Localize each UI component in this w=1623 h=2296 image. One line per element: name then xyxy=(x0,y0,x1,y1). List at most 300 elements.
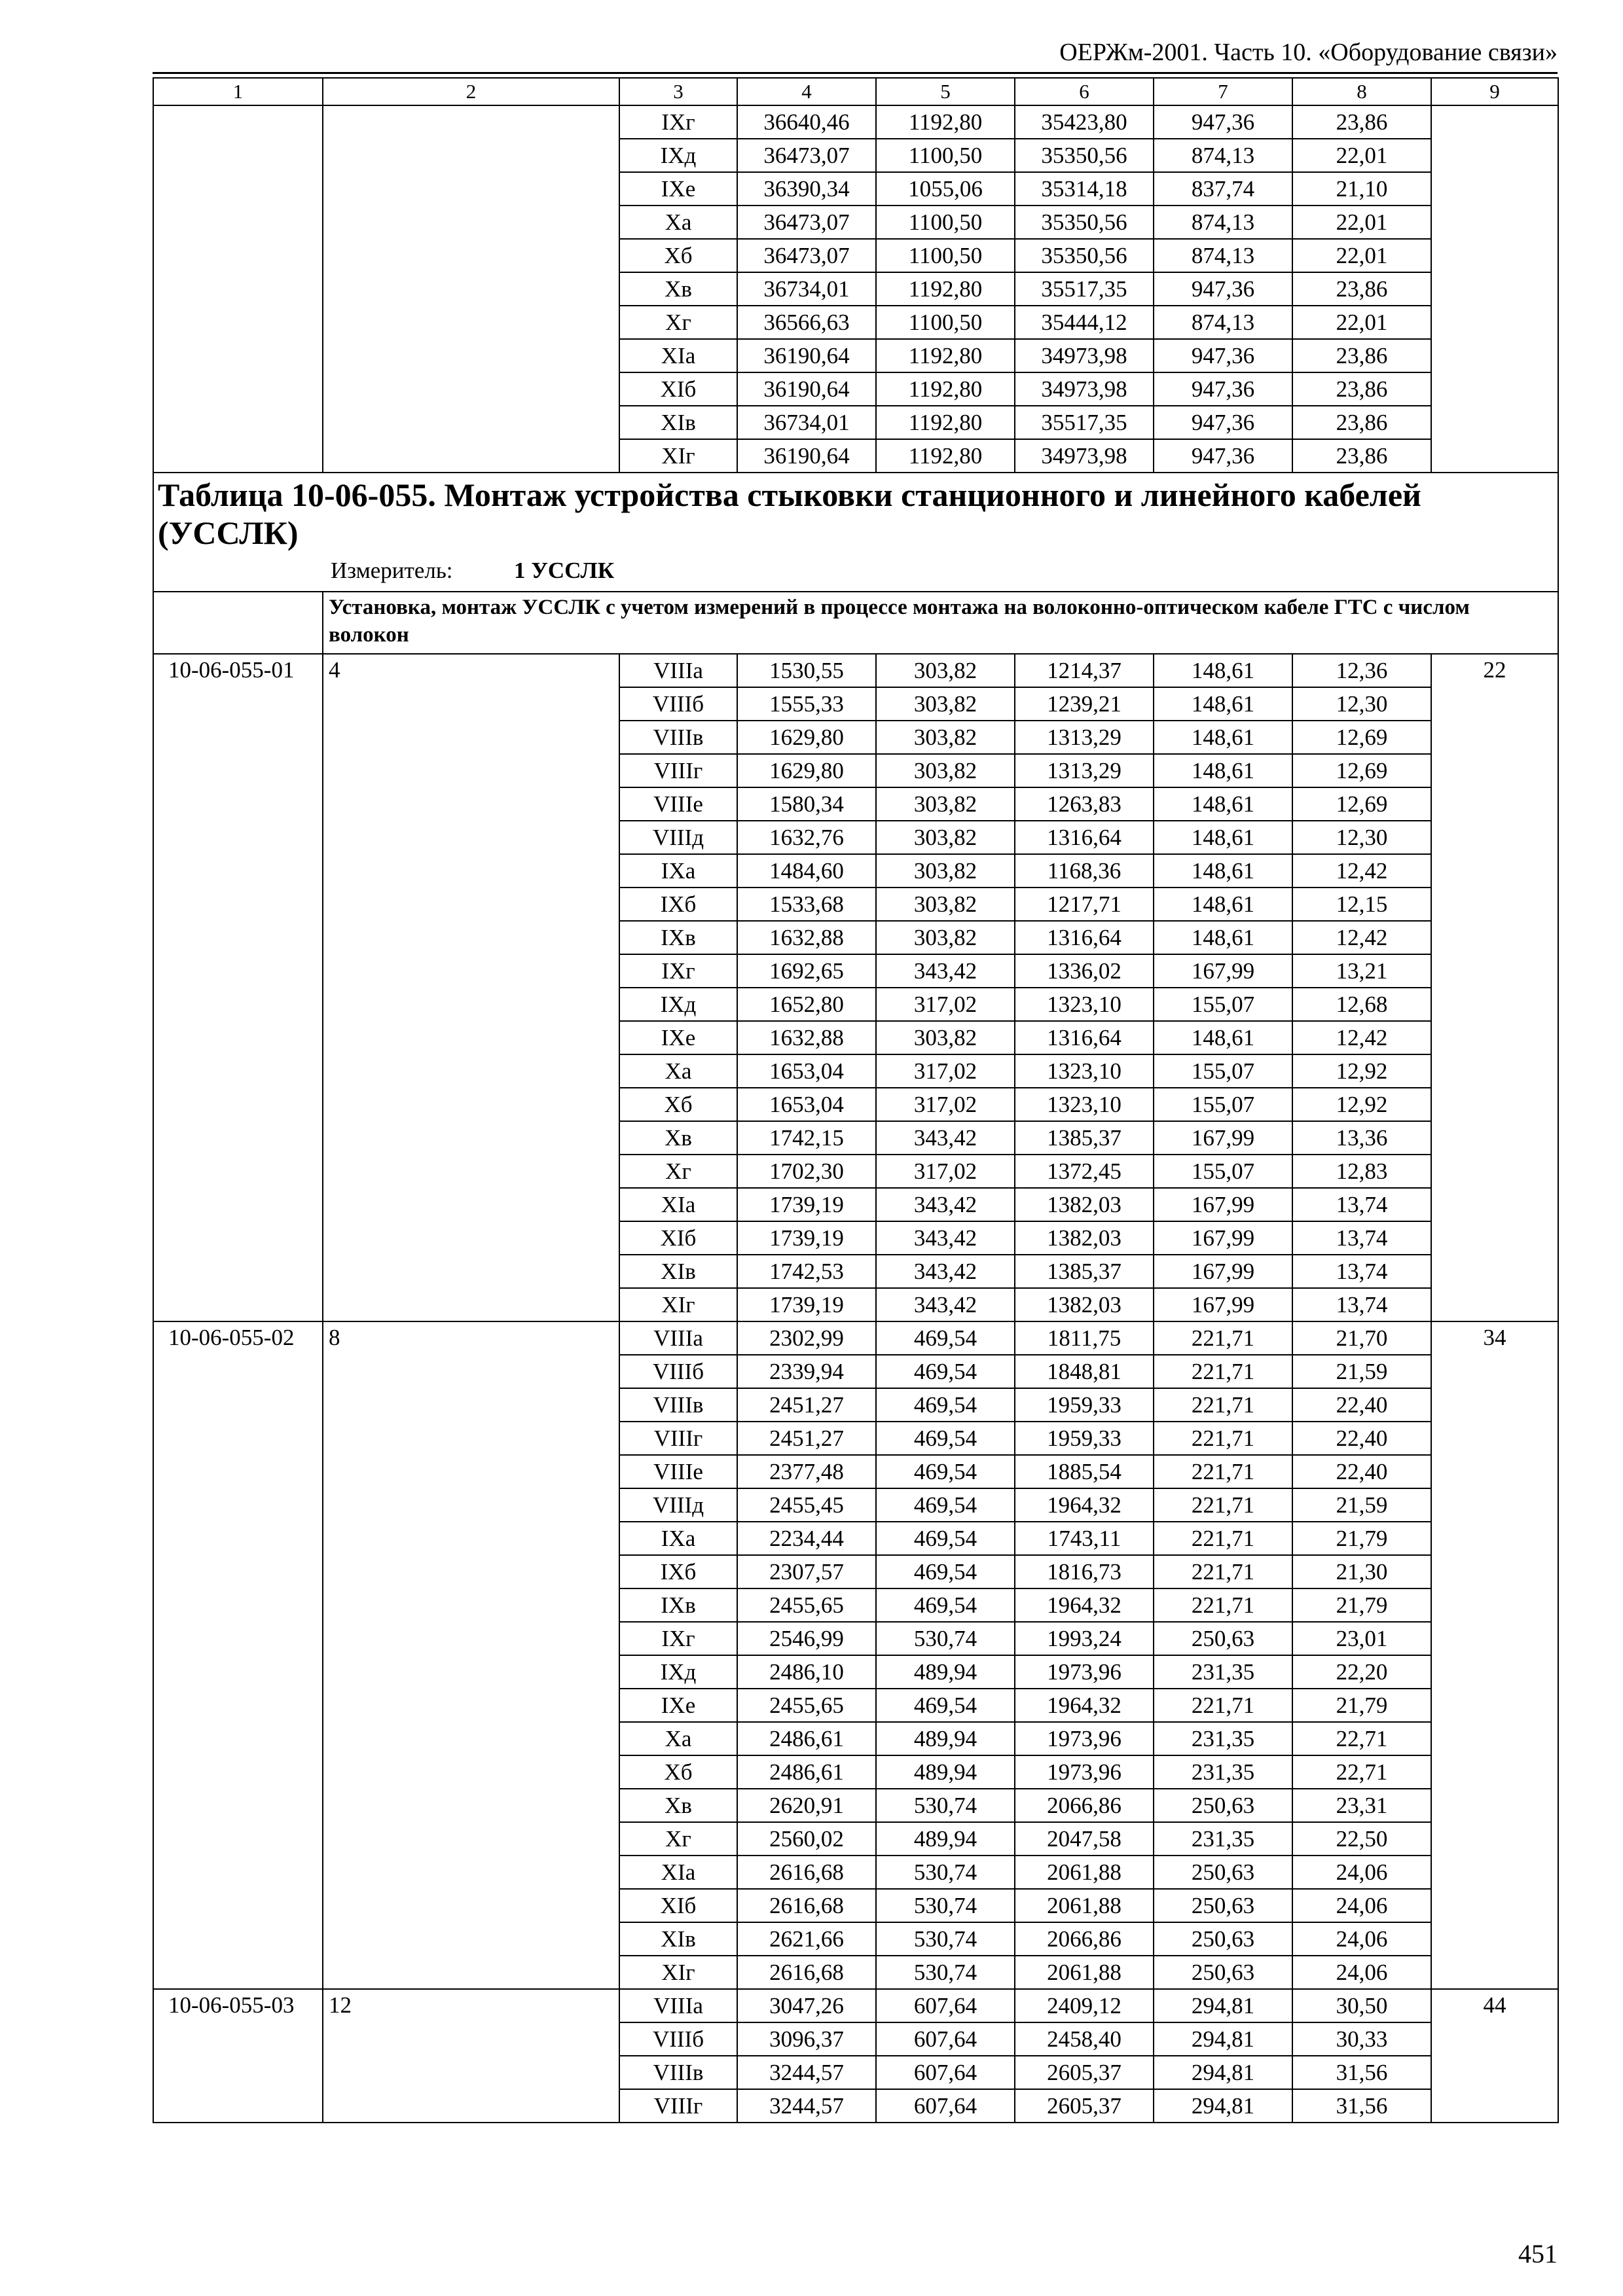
value-cell: 2047,58 xyxy=(1015,1822,1154,1856)
value-cell: 2455,65 xyxy=(737,1689,876,1722)
value-cell: 35314,18 xyxy=(1015,172,1154,206)
value-cell: 2339,94 xyxy=(737,1355,876,1388)
column-number: 6 xyxy=(1015,78,1154,105)
value-cell: 1742,15 xyxy=(737,1121,876,1155)
value-cell: 294,81 xyxy=(1154,2056,1292,2089)
zone-cell: VIIIб xyxy=(619,687,737,721)
value-cell: XIв xyxy=(619,406,737,439)
value-cell: 36640,46 xyxy=(737,105,876,139)
value-cell: 1959,33 xyxy=(1015,1388,1154,1422)
value-cell: 303,82 xyxy=(876,687,1015,721)
value-cell: 23,86 xyxy=(1292,272,1431,306)
value-cell: 12,69 xyxy=(1292,787,1431,821)
value-cell: 148,61 xyxy=(1154,888,1292,921)
zone-cell: Xа xyxy=(619,1722,737,1755)
value-cell: 221,71 xyxy=(1154,1522,1292,1555)
value-cell: 2458,40 xyxy=(1015,2022,1154,2056)
column-number: 8 xyxy=(1292,78,1431,105)
value-cell: 1964,32 xyxy=(1015,1588,1154,1622)
value-cell: 469,54 xyxy=(876,1388,1015,1422)
value-cell: 1692,65 xyxy=(737,954,876,988)
value-cell: 1811,75 xyxy=(1015,1321,1154,1355)
table-title: Таблица 10-06-055. Монтаж устройства стыковки станционного и линейного кабелей (УССЛК) xyxy=(158,476,1421,551)
value-cell: 343,42 xyxy=(876,954,1015,988)
value-cell: 12,42 xyxy=(1292,854,1431,888)
value-cell: 1742,53 xyxy=(737,1255,876,1288)
value-cell: 1385,37 xyxy=(1015,1255,1154,1288)
value-cell: 607,64 xyxy=(876,2022,1015,2056)
zone-cell: IXв xyxy=(619,921,737,954)
value-cell: 1192,80 xyxy=(876,105,1015,139)
column-number: 9 xyxy=(1431,78,1558,105)
zone-cell: XIб xyxy=(619,1221,737,1255)
value-cell: 12,30 xyxy=(1292,687,1431,721)
table-row xyxy=(153,654,1558,687)
value-cell: 343,42 xyxy=(876,1221,1015,1255)
value-cell: 1100,50 xyxy=(876,239,1015,272)
zone-cell: VIIIа xyxy=(619,1989,737,2022)
value-cell: 1743,11 xyxy=(1015,1522,1154,1555)
value-cell: 2560,02 xyxy=(737,1822,876,1856)
value-cell: 12,83 xyxy=(1292,1155,1431,1188)
value-cell: 250,63 xyxy=(1154,1856,1292,1889)
value-cell: 12,92 xyxy=(1292,1088,1431,1121)
zone-cell: IXб xyxy=(619,1555,737,1588)
value-cell: 317,02 xyxy=(876,988,1015,1021)
value-cell: 1652,80 xyxy=(737,988,876,1021)
value-cell: 1739,19 xyxy=(737,1288,876,1321)
column-number: 2 xyxy=(323,78,619,105)
value-cell: 1964,32 xyxy=(1015,1488,1154,1522)
value-cell: 469,54 xyxy=(876,1689,1015,1722)
value-cell: 530,74 xyxy=(876,1922,1015,1956)
norm-code: 10-06-055-03 xyxy=(153,1989,323,2123)
value-cell: 36190,64 xyxy=(737,439,876,473)
value-cell: 148,61 xyxy=(1154,921,1292,954)
value-cell: 343,42 xyxy=(876,1188,1015,1221)
value-cell: 2061,88 xyxy=(1015,1856,1154,1889)
value-cell: 2066,86 xyxy=(1015,1922,1154,1956)
value-cell: 13,74 xyxy=(1292,1221,1431,1255)
value-cell: 3244,57 xyxy=(737,2089,876,2123)
value-cell: 469,54 xyxy=(876,1588,1015,1622)
value-cell: Xг xyxy=(619,306,737,339)
col9-value: 34 xyxy=(1431,1321,1558,1989)
zone-cell: IXе xyxy=(619,1021,737,1054)
value-cell: 31,56 xyxy=(1292,2056,1431,2089)
value-cell: 1323,10 xyxy=(1015,1054,1154,1088)
value-cell: 35350,56 xyxy=(1015,206,1154,239)
value-cell: 1192,80 xyxy=(876,439,1015,473)
value-cell: 530,74 xyxy=(876,1622,1015,1655)
value-cell: Xа xyxy=(619,206,737,239)
value-cell: 231,35 xyxy=(1154,1722,1292,1755)
value-cell: 21,70 xyxy=(1292,1321,1431,1355)
value-cell: 1632,76 xyxy=(737,821,876,854)
norms-table xyxy=(153,77,1559,2123)
value-cell: 21,79 xyxy=(1292,1588,1431,1622)
value-cell: 22,40 xyxy=(1292,1422,1431,1455)
value-cell: 221,71 xyxy=(1154,1555,1292,1588)
value-cell: 23,86 xyxy=(1292,406,1431,439)
value-cell: 1316,64 xyxy=(1015,1021,1154,1054)
value-cell: 13,21 xyxy=(1292,954,1431,988)
value-cell: 489,94 xyxy=(876,1755,1015,1789)
value-cell: 2451,27 xyxy=(737,1388,876,1422)
value-cell: 1192,80 xyxy=(876,372,1015,406)
value-cell: 1580,34 xyxy=(737,787,876,821)
value-cell: 1385,37 xyxy=(1015,1121,1154,1155)
value-cell: 2486,10 xyxy=(737,1655,876,1689)
value-cell: 1848,81 xyxy=(1015,1355,1154,1388)
value-cell: 31,56 xyxy=(1292,2089,1431,2123)
value-cell: 22,40 xyxy=(1292,1388,1431,1422)
value-cell: 1055,06 xyxy=(876,172,1015,206)
value-cell: 35517,35 xyxy=(1015,272,1154,306)
value-cell: Xв xyxy=(619,272,737,306)
value-cell: 13,74 xyxy=(1292,1288,1431,1321)
value-cell: 1993,24 xyxy=(1015,1622,1154,1655)
value-cell: 2234,44 xyxy=(737,1522,876,1555)
value-cell: 1973,96 xyxy=(1015,1655,1154,1689)
value-cell: 1323,10 xyxy=(1015,1088,1154,1121)
value-cell: 34973,98 xyxy=(1015,372,1154,406)
value-cell: 231,35 xyxy=(1154,1755,1292,1789)
column-number: 4 xyxy=(737,78,876,105)
value-cell: 13,74 xyxy=(1292,1188,1431,1221)
value-cell: 23,86 xyxy=(1292,105,1431,139)
value-cell: 1530,55 xyxy=(737,654,876,687)
value-cell: 221,71 xyxy=(1154,1588,1292,1622)
value-cell: 469,54 xyxy=(876,1522,1015,1555)
value-cell: 167,99 xyxy=(1154,1288,1292,1321)
value-cell: 607,64 xyxy=(876,2089,1015,2123)
zone-cell: IXа xyxy=(619,854,737,888)
value-cell: 2061,88 xyxy=(1015,1889,1154,1922)
value-cell: 947,36 xyxy=(1154,439,1292,473)
value-cell: 489,94 xyxy=(876,1822,1015,1856)
value-cell: 1316,64 xyxy=(1015,921,1154,954)
value-cell: 1100,50 xyxy=(876,139,1015,172)
value-cell: 35423,80 xyxy=(1015,105,1154,139)
value-cell: 530,74 xyxy=(876,1889,1015,1922)
column-number: 3 xyxy=(619,78,737,105)
value-cell: 2066,86 xyxy=(1015,1789,1154,1822)
unit-label: Измеритель: xyxy=(331,558,453,583)
value-cell: 167,99 xyxy=(1154,1121,1292,1155)
value-cell: 23,86 xyxy=(1292,339,1431,372)
value-cell: 148,61 xyxy=(1154,821,1292,854)
fiber-count: 4 xyxy=(323,654,619,1321)
value-cell: 303,82 xyxy=(876,754,1015,787)
zone-cell: IXа xyxy=(619,1522,737,1555)
zone-cell: VIIIб xyxy=(619,2022,737,2056)
value-cell: 148,61 xyxy=(1154,654,1292,687)
value-cell: 22,01 xyxy=(1292,306,1431,339)
value-cell: 303,82 xyxy=(876,854,1015,888)
value-cell: 1382,03 xyxy=(1015,1188,1154,1221)
zone-cell: IXг xyxy=(619,954,737,988)
value-cell: 21,79 xyxy=(1292,1689,1431,1722)
value-cell: 167,99 xyxy=(1154,1221,1292,1255)
value-cell: 303,82 xyxy=(876,787,1015,821)
page-header: ОЕРЖм-2001. Часть 10. «Оборудование связи» xyxy=(1059,39,1558,66)
zone-cell: Xг xyxy=(619,1822,737,1856)
value-cell: 12,42 xyxy=(1292,921,1431,954)
value-cell: 23,31 xyxy=(1292,1789,1431,1822)
value-cell: 1739,19 xyxy=(737,1188,876,1221)
zone-cell: VIIIв xyxy=(619,2056,737,2089)
value-cell: 250,63 xyxy=(1154,1956,1292,1989)
value-cell: 221,71 xyxy=(1154,1321,1292,1355)
value-cell: 2546,99 xyxy=(737,1622,876,1655)
norms-table-body xyxy=(153,78,1558,2123)
value-cell: 12,68 xyxy=(1292,988,1431,1021)
value-cell: 1382,03 xyxy=(1015,1288,1154,1321)
value-cell: 530,74 xyxy=(876,1956,1015,1989)
unit-value: 1 УССЛК xyxy=(514,558,615,583)
value-cell: 1100,50 xyxy=(876,306,1015,339)
value-cell: 303,82 xyxy=(876,888,1015,921)
value-cell: XIб xyxy=(619,372,737,406)
value-cell: 22,50 xyxy=(1292,1822,1431,1856)
value-cell: 947,36 xyxy=(1154,272,1292,306)
value-cell: 2486,61 xyxy=(737,1722,876,1755)
value-cell: 317,02 xyxy=(876,1088,1015,1121)
value-cell: 2616,68 xyxy=(737,1889,876,1922)
value-cell: 24,06 xyxy=(1292,1956,1431,1989)
zone-cell: Xа xyxy=(619,1054,737,1088)
value-cell: 231,35 xyxy=(1154,1655,1292,1689)
value-cell: 837,74 xyxy=(1154,172,1292,206)
value-cell: 303,82 xyxy=(876,921,1015,954)
value-cell: 23,01 xyxy=(1292,1622,1431,1655)
value-cell: 167,99 xyxy=(1154,954,1292,988)
zone-cell: XIа xyxy=(619,1188,737,1221)
value-cell: 489,94 xyxy=(876,1655,1015,1689)
value-cell: 489,94 xyxy=(876,1722,1015,1755)
value-cell: 294,81 xyxy=(1154,2089,1292,2123)
value-cell: 148,61 xyxy=(1154,721,1292,754)
value-cell: 1973,96 xyxy=(1015,1755,1154,1789)
value-cell: 36473,07 xyxy=(737,139,876,172)
value-cell: 1168,36 xyxy=(1015,854,1154,888)
value-cell: 1217,71 xyxy=(1015,888,1154,921)
value-cell: 947,36 xyxy=(1154,406,1292,439)
value-cell: XIг xyxy=(619,439,737,473)
value-cell: 1323,10 xyxy=(1015,988,1154,1021)
size-cell xyxy=(323,105,619,473)
value-cell: 607,64 xyxy=(876,2056,1015,2089)
zone-cell: Xб xyxy=(619,1755,737,1789)
value-cell: 2061,88 xyxy=(1015,1956,1154,1989)
zone-cell: Xг xyxy=(619,1155,737,1188)
zone-cell: VIIIд xyxy=(619,821,737,854)
value-cell: 317,02 xyxy=(876,1054,1015,1088)
description-row xyxy=(153,592,1558,654)
value-cell: 2486,61 xyxy=(737,1755,876,1789)
value-cell: 23,86 xyxy=(1292,372,1431,406)
value-cell: 22,01 xyxy=(1292,139,1431,172)
column-number-row xyxy=(153,78,1558,105)
value-cell: 250,63 xyxy=(1154,1889,1292,1922)
value-cell: 148,61 xyxy=(1154,1021,1292,1054)
value-cell: 221,71 xyxy=(1154,1422,1292,1455)
value-cell: 3244,57 xyxy=(737,2056,876,2089)
value-cell: 2616,68 xyxy=(737,1856,876,1889)
value-cell: 155,07 xyxy=(1154,1155,1292,1188)
value-cell: 3096,37 xyxy=(737,2022,876,2056)
value-cell: 35517,35 xyxy=(1015,406,1154,439)
value-cell: 2451,27 xyxy=(737,1422,876,1455)
value-cell: 2455,65 xyxy=(737,1588,876,1622)
value-cell: 1702,30 xyxy=(737,1155,876,1188)
value-cell: 303,82 xyxy=(876,821,1015,854)
zone-cell: VIIIа xyxy=(619,654,737,687)
value-cell: 34973,98 xyxy=(1015,339,1154,372)
value-cell: 2605,37 xyxy=(1015,2056,1154,2089)
zone-cell: IXд xyxy=(619,988,737,1021)
value-cell: 21,10 xyxy=(1292,172,1431,206)
value-cell: 22,01 xyxy=(1292,206,1431,239)
zone-cell: XIа xyxy=(619,1856,737,1889)
value-cell: 35350,56 xyxy=(1015,239,1154,272)
value-cell: 2620,91 xyxy=(737,1789,876,1822)
value-cell: 1372,45 xyxy=(1015,1155,1154,1188)
value-cell: 874,13 xyxy=(1154,306,1292,339)
value-cell: 294,81 xyxy=(1154,1989,1292,2022)
value-cell: 155,07 xyxy=(1154,1088,1292,1121)
value-cell: 36566,63 xyxy=(737,306,876,339)
zone-cell: VIIIд xyxy=(619,1488,737,1522)
value-cell: 12,15 xyxy=(1292,888,1431,921)
value-cell: 34973,98 xyxy=(1015,439,1154,473)
value-cell: 469,54 xyxy=(876,1455,1015,1488)
value-cell: 947,36 xyxy=(1154,105,1292,139)
value-cell: 30,33 xyxy=(1292,2022,1431,2056)
value-cell: 469,54 xyxy=(876,1422,1015,1455)
value-cell: IXе xyxy=(619,172,737,206)
table-row xyxy=(153,105,1558,139)
value-cell: 1629,80 xyxy=(737,721,876,754)
col9-value: 22 xyxy=(1431,654,1558,1321)
value-cell: 12,69 xyxy=(1292,721,1431,754)
column-number: 7 xyxy=(1154,78,1292,105)
zone-cell: VIIIг xyxy=(619,1422,737,1455)
zone-cell: VIIIв xyxy=(619,721,737,754)
value-cell: 947,36 xyxy=(1154,372,1292,406)
value-cell: 469,54 xyxy=(876,1555,1015,1588)
zone-cell: XIв xyxy=(619,1922,737,1956)
value-cell: 2307,57 xyxy=(737,1555,876,1588)
zone-cell: IXе xyxy=(619,1689,737,1722)
value-cell: 1964,32 xyxy=(1015,1689,1154,1722)
table-title-row xyxy=(153,473,1558,592)
zone-cell: XIб xyxy=(619,1889,737,1922)
value-cell: 22,01 xyxy=(1292,239,1431,272)
value-cell: 343,42 xyxy=(876,1255,1015,1288)
value-cell: 874,13 xyxy=(1154,139,1292,172)
value-cell: 1316,64 xyxy=(1015,821,1154,854)
value-cell: 469,54 xyxy=(876,1488,1015,1522)
value-cell: 1739,19 xyxy=(737,1221,876,1255)
value-cell: 36734,01 xyxy=(737,406,876,439)
value-cell: 23,86 xyxy=(1292,439,1431,473)
value-cell: 24,06 xyxy=(1292,1856,1431,1889)
zone-cell: VIIIе xyxy=(619,787,737,821)
zone-cell: XIг xyxy=(619,1956,737,1989)
value-cell: 35444,12 xyxy=(1015,306,1154,339)
header-rule xyxy=(153,72,1558,74)
value-cell: 343,42 xyxy=(876,1288,1015,1321)
zone-cell: Xб xyxy=(619,1088,737,1121)
value-cell: 250,63 xyxy=(1154,1789,1292,1822)
fiber-count: 12 xyxy=(323,1989,619,2123)
value-cell: 155,07 xyxy=(1154,988,1292,1021)
value-cell: 231,35 xyxy=(1154,1822,1292,1856)
value-cell: 2605,37 xyxy=(1015,2089,1154,2123)
value-cell: XIа xyxy=(619,339,737,372)
value-cell: 343,42 xyxy=(876,1121,1015,1155)
zone-cell: Xв xyxy=(619,1121,737,1155)
value-cell: 30,50 xyxy=(1292,1989,1431,2022)
zone-cell: IXд xyxy=(619,1655,737,1689)
value-cell: 13,74 xyxy=(1292,1255,1431,1288)
value-cell: 1973,96 xyxy=(1015,1722,1154,1755)
value-cell: 2409,12 xyxy=(1015,1989,1154,2022)
value-cell: 13,36 xyxy=(1292,1121,1431,1155)
value-cell: 530,74 xyxy=(876,1856,1015,1889)
zone-cell: VIIIа xyxy=(619,1321,737,1355)
value-cell: 607,64 xyxy=(876,1989,1015,2022)
value-cell: 1336,02 xyxy=(1015,954,1154,988)
value-cell: 221,71 xyxy=(1154,1488,1292,1522)
value-cell: 167,99 xyxy=(1154,1188,1292,1221)
value-cell: 1629,80 xyxy=(737,754,876,787)
value-cell: 24,06 xyxy=(1292,1922,1431,1956)
value-cell: 1192,80 xyxy=(876,406,1015,439)
value-cell: 1214,37 xyxy=(1015,654,1154,687)
zone-cell: IXб xyxy=(619,888,737,921)
zone-cell: IXв xyxy=(619,1588,737,1622)
zone-cell: IXг xyxy=(619,1622,737,1655)
value-cell: 36473,07 xyxy=(737,206,876,239)
value-cell: 317,02 xyxy=(876,1155,1015,1188)
value-cell: 530,74 xyxy=(876,1789,1015,1822)
value-cell: 21,59 xyxy=(1292,1488,1431,1522)
value-cell: 2455,45 xyxy=(737,1488,876,1522)
value-cell: 167,99 xyxy=(1154,1255,1292,1288)
value-cell: 221,71 xyxy=(1154,1355,1292,1388)
value-cell: 1313,29 xyxy=(1015,721,1154,754)
table-row xyxy=(153,1989,1558,2022)
value-cell: 469,54 xyxy=(876,1355,1015,1388)
value-cell: 22,40 xyxy=(1292,1455,1431,1488)
value-cell: 1192,80 xyxy=(876,339,1015,372)
value-cell: 221,71 xyxy=(1154,1388,1292,1422)
zone-cell: VIIIг xyxy=(619,754,737,787)
value-cell: 1885,54 xyxy=(1015,1455,1154,1488)
value-cell: 12,42 xyxy=(1292,1021,1431,1054)
value-cell: 1816,73 xyxy=(1015,1555,1154,1588)
value-cell: 250,63 xyxy=(1154,1622,1292,1655)
value-cell: 12,69 xyxy=(1292,754,1431,787)
value-cell: 21,30 xyxy=(1292,1555,1431,1588)
value-cell: 1653,04 xyxy=(737,1054,876,1088)
value-cell: 1239,21 xyxy=(1015,687,1154,721)
zone-cell: VIIIг xyxy=(619,2089,737,2123)
value-cell: 24,06 xyxy=(1292,1889,1431,1922)
